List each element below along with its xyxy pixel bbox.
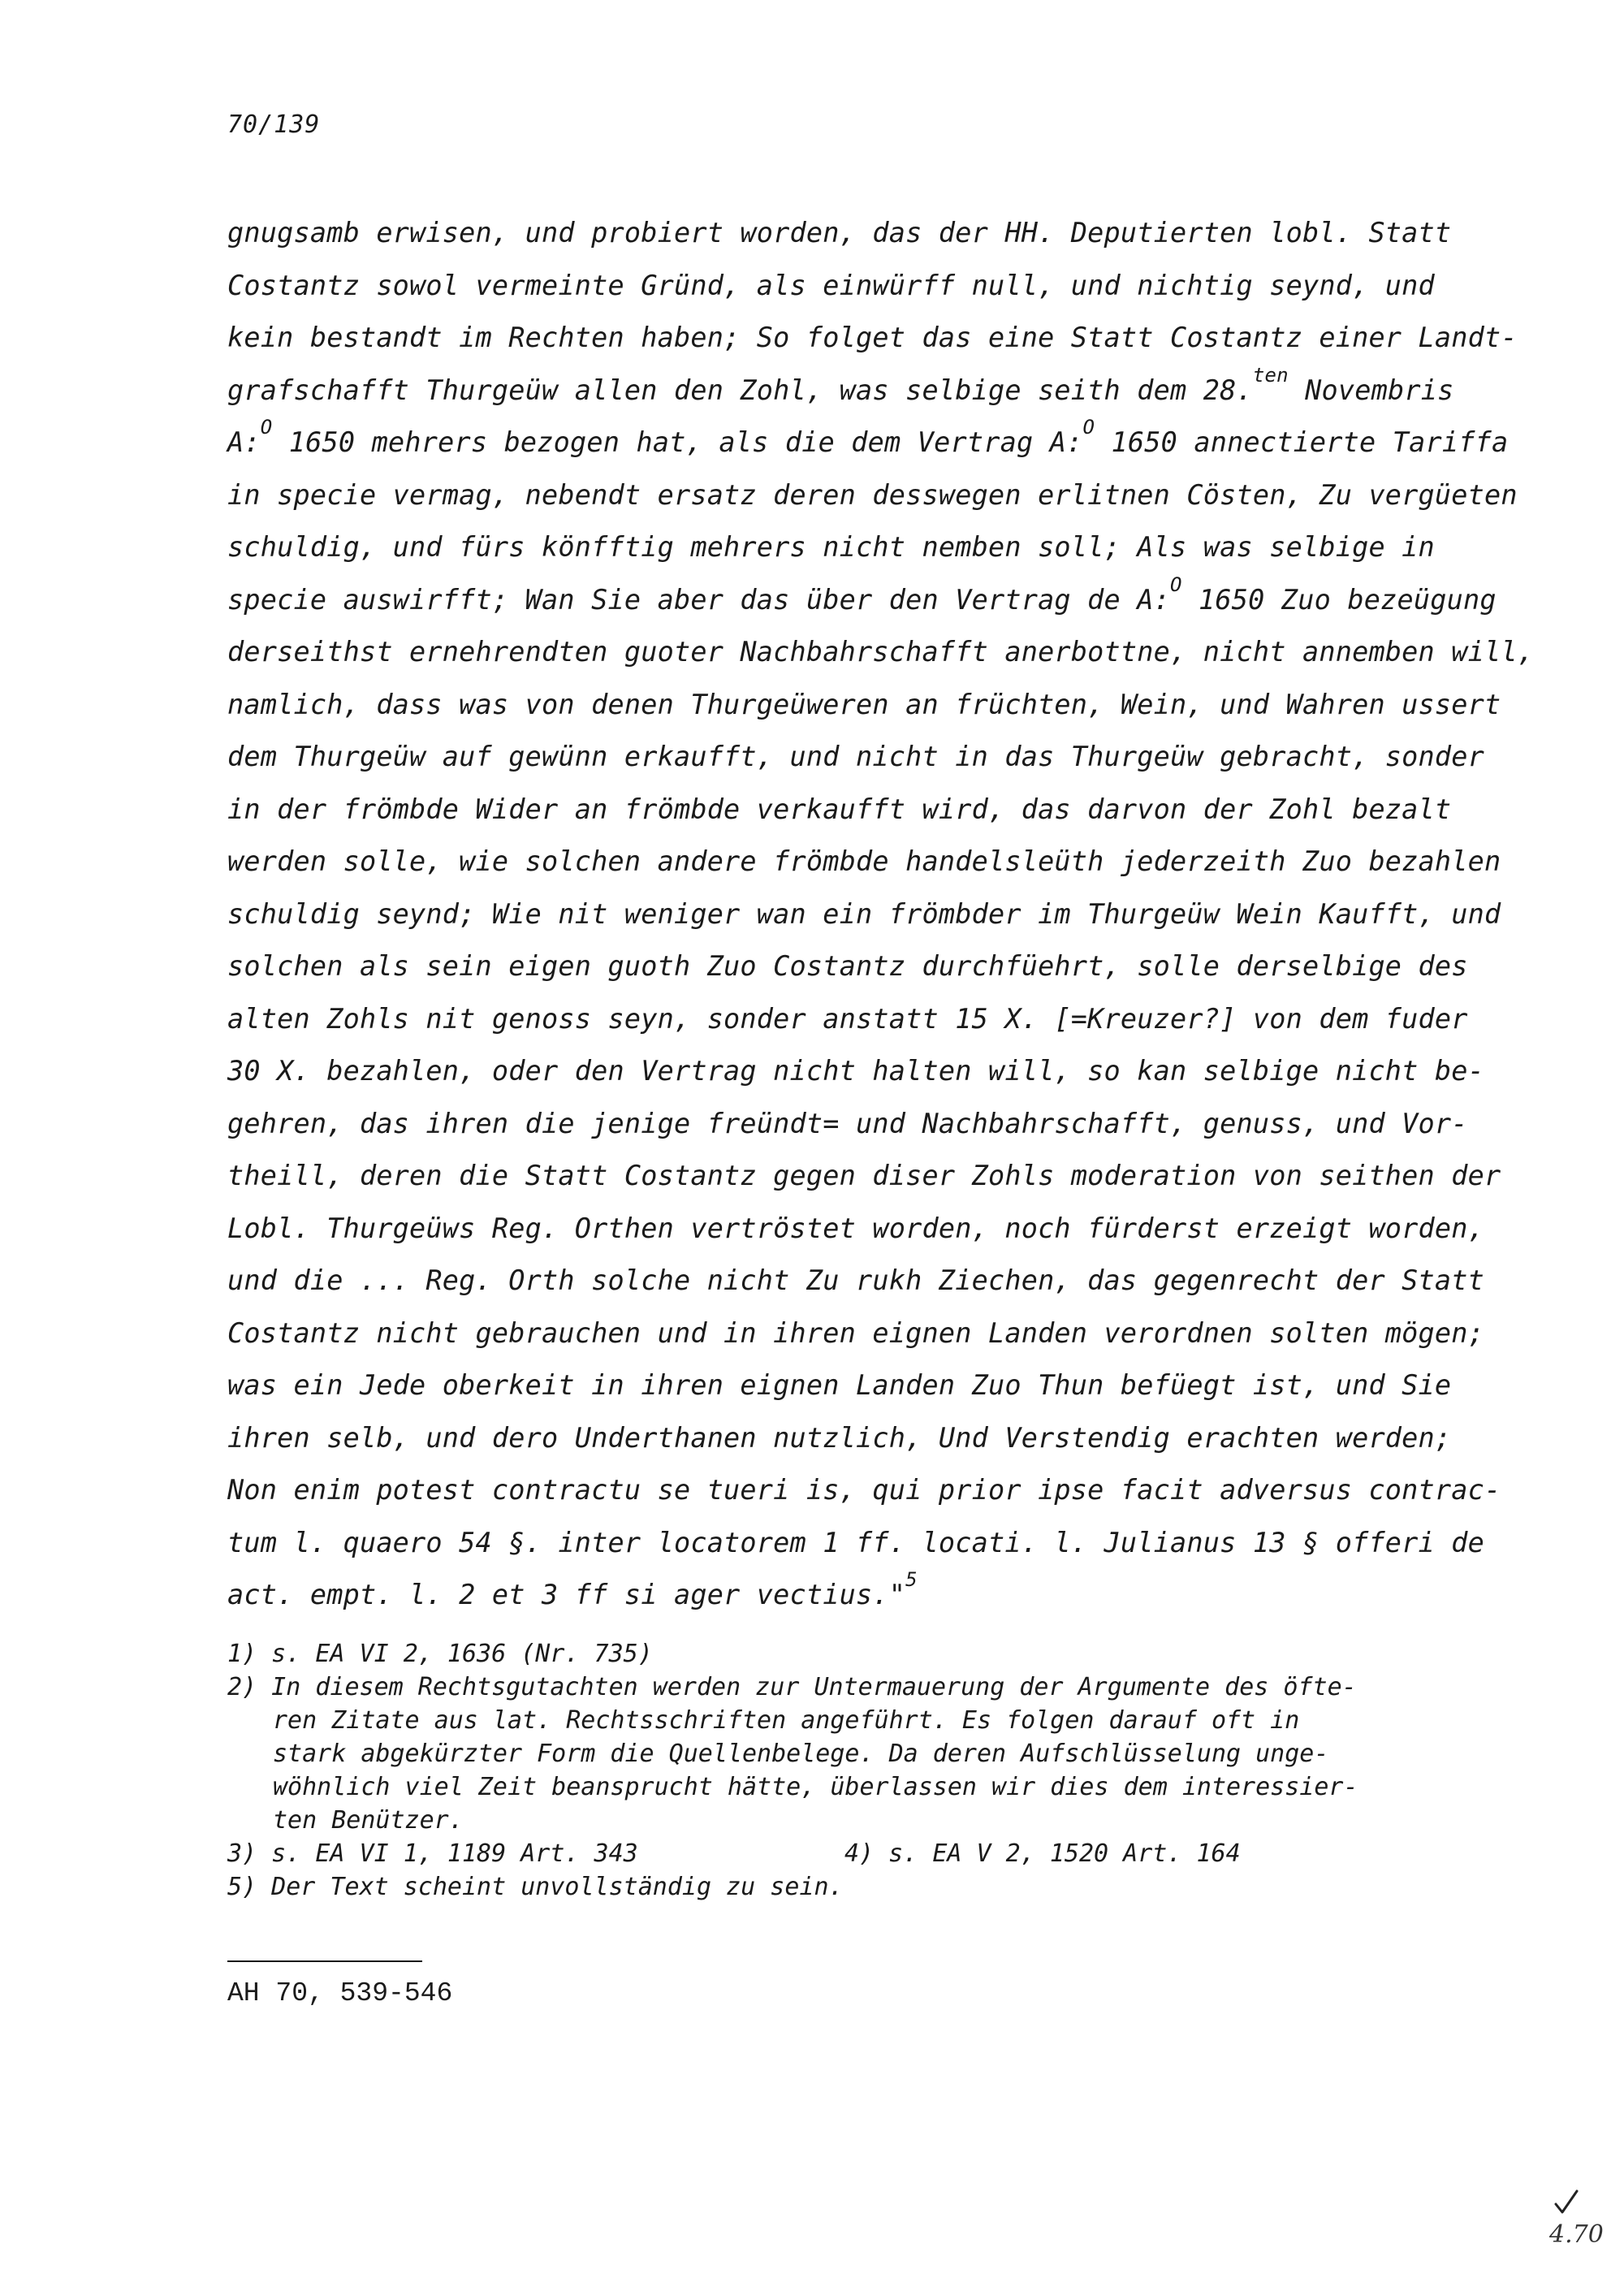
body-line: ihren selb, und dero Underthanen nutzlich, Und Verstendig erachten werden; bbox=[227, 1421, 1452, 1454]
body-text bbox=[227, 207, 1535, 1622]
footnotes bbox=[227, 1637, 1527, 1904]
body-line: Costantz nicht gebrauchen und in ihren eignen Landen verordnen solten mögen; bbox=[227, 1316, 1485, 1349]
body-line: theill, deren die Statt Costantz gegen diser Zohls moderation von seithen der bbox=[227, 1160, 1501, 1191]
body-line: alten Zohls nit genoss seyn, sonder anstatt 15 X. [=Kreuzer?] von dem fuder bbox=[227, 1002, 1468, 1035]
body-line: gehren, das ihren die jenige freündt= und Nachbahrschafft, genuss, und Vor- bbox=[227, 1107, 1468, 1139]
body-line: Non enim potest contractu se tueri is, qui prior ipse facit adversus contrac- bbox=[227, 1474, 1501, 1506]
footnote-4: 4) s. EA V 2, 1520 Art. 164 bbox=[844, 1839, 1241, 1868]
footnote-2-cont: stark abgekürzter Form die Quellenbelege. Da deren Aufschlüsselung unge- bbox=[273, 1740, 1329, 1768]
footnote-row bbox=[227, 1837, 1527, 1870]
footnote-2-cont: ten Benützer. bbox=[273, 1806, 464, 1835]
superscript: O bbox=[1082, 416, 1095, 439]
check-mark-icon bbox=[1549, 2186, 1582, 2219]
footnote-3: 3) s. EA VI 1, 1189 Art. 343 bbox=[227, 1839, 638, 1868]
body-line: Lobl. Thurgeüws Reg. Orthen vertröstet worden, noch fürderst erzeigt worden, bbox=[227, 1212, 1485, 1244]
superscript: 5 bbox=[905, 1568, 918, 1591]
body-line: in specie vermag, nebendt ersatz deren desswegen erlitnen Cösten, Zu vergüeten bbox=[227, 478, 1518, 511]
body-line: namlich, dass was von denen Thurgeüweren an früchten, Wein, und Wahren ussert bbox=[227, 688, 1501, 720]
footnote-2-cont: ren Zitate aus lat. Rechtsschriften angeführt. Es folgen darauf oft in bbox=[273, 1706, 1300, 1735]
body-line: grafschafft Thurgeüw allen den Zohl, was selbige seith dem 28.$^{ten}$ Novembris bbox=[227, 363, 1454, 406]
body-line: schuldig seynd; Wie nit weniger wan ein frömbder im Thurgeüw Wein Kaufft, und bbox=[227, 897, 1501, 930]
body-line: in der frömbde Wider an frömbde verkaufft wird, das darvon der Zohl bezalt bbox=[227, 793, 1452, 825]
page-number: 70/139 bbox=[227, 110, 321, 139]
footnote-1: 1) s. EA VI 2, 1636 (Nr. 735) bbox=[227, 1640, 653, 1668]
footnote-2: 2) In diesem Rechtsgutachten werden zur Untermauerung der Argumente des öfte- bbox=[227, 1673, 1357, 1701]
body-line: act. empt. l. 2 et 3 ff si ager vectius."$^5$ bbox=[227, 1568, 918, 1610]
body-line: kein bestandt im Rechten haben; So folget das eine Statt Costantz einer Landt- bbox=[227, 322, 1518, 353]
body-line: tum l. quaero 54 §. inter locatorem 1 ff. locati. l. Julianus 13 § offeri de bbox=[227, 1526, 1485, 1558]
body-line: schuldig, und fürs könfftig mehrers nicht nemben soll; Als was selbige in bbox=[227, 531, 1435, 563]
body-line: solchen als sein eigen guoth Zuo Costantz durchfüehrt, solle derselbige des bbox=[227, 950, 1468, 982]
body-line: werden solle, wie solchen andere frömbde handelsleüth jederzeith Zuo bezahlen bbox=[227, 845, 1501, 877]
body-line: A:$^O$ 1650 mehrers bezogen hat, als die dem Vertrag A:$^O$ 1650 annectierte Tariffa bbox=[227, 416, 1509, 458]
body-line: dem Thurgeüw auf gewünn erkaufft, und nicht in das Thurgeüw gebracht, sonder bbox=[227, 741, 1485, 772]
body-line: derseithst ernehrendten guoter Nachbahrschafft anerbottne, nicht annemben will, bbox=[227, 636, 1535, 668]
superscript: ten bbox=[1252, 363, 1289, 387]
body-line: Costantz sowol vermeinte Gründ, als einwürff null, und nichtig seynd, und bbox=[227, 269, 1435, 301]
footnote-5: 5) Der Text scheint unvollständig zu sein. bbox=[227, 1873, 844, 1901]
footnote-divider bbox=[227, 1960, 422, 1962]
superscript: O bbox=[260, 416, 273, 439]
footnote-2-cont: wöhnlich viel Zeit beansprucht hätte, überlassen wir dies dem interessier- bbox=[273, 1773, 1358, 1801]
superscript: O bbox=[1170, 573, 1182, 596]
archive-reference: AH 70, 539-546 bbox=[227, 1978, 453, 2008]
body-line: 30 X. bezahlen, oder den Vertrag nicht halten will, so kan selbige nicht be- bbox=[227, 1055, 1485, 1087]
body-line: und die ... Reg. Orth solche nicht Zu rukh Ziechen, das gegenrecht der Statt bbox=[227, 1264, 1485, 1296]
body-line: gnugsamb erwisen, und probiert worden, das der HH. Deputierten lobl. Statt bbox=[227, 217, 1452, 249]
margin-note: 4.70 bbox=[1549, 2220, 1604, 2249]
body-line: was ein Jede oberkeit in ihren eignen Landen Zuo Thun befüegt ist, und Sie bbox=[227, 1369, 1452, 1401]
body-line: specie auswirfft; Wan Sie aber das über den Vertrag de A:$^O$ 1650 Zuo bezeügung bbox=[227, 573, 1497, 616]
